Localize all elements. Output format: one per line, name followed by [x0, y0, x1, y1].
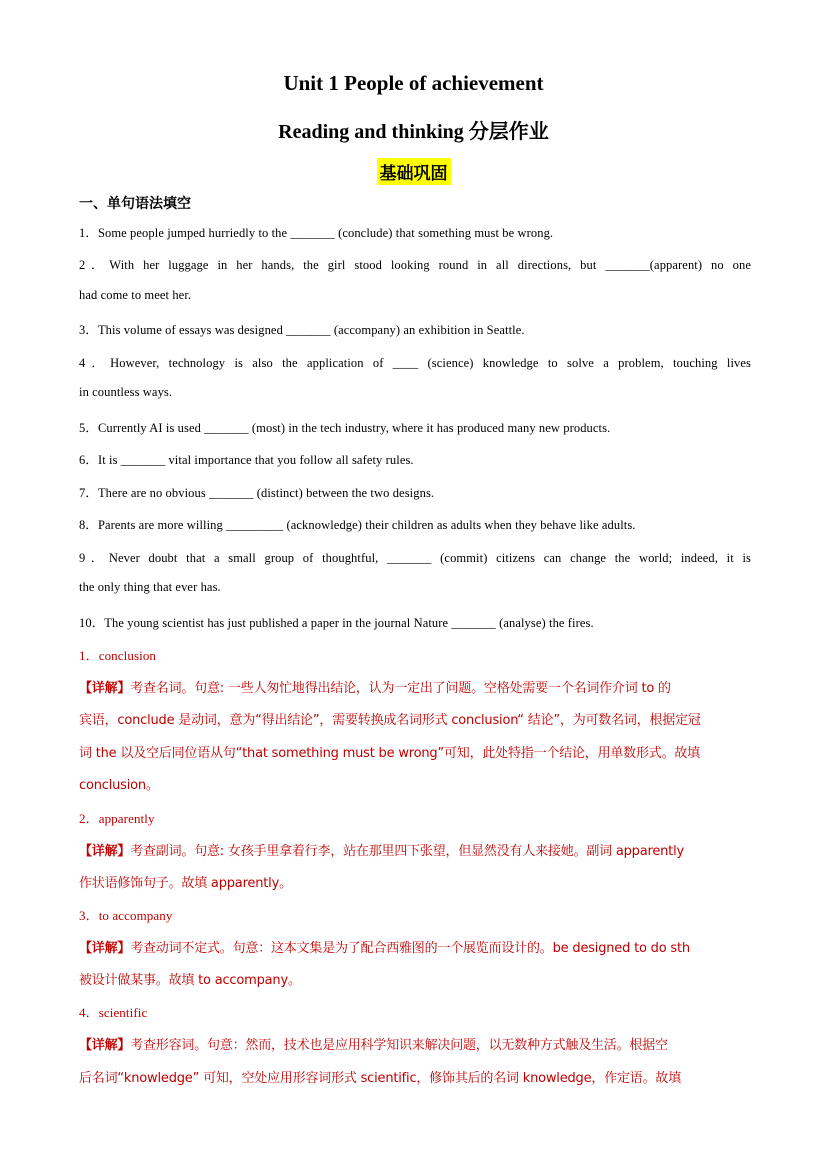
question-line: had come to meet her.: [79, 288, 192, 302]
answer-label: 2．apparently: [79, 811, 155, 826]
explanation-line: 【详解】考查副词。句意: 女孩手里拿着行李，站在那里四下张望，但显然没有人来接她。副词 apparently: [79, 844, 684, 859]
question-line: 7．There are no obvious _______ (distinct) between the two designs.: [79, 486, 435, 500]
question-line: 1．Some people jumped hurriedly to the _______ (conclude) that something must be wrong.: [79, 226, 554, 240]
explanation-line: 宾语，conclude 是动词，意为“得出结论”，需要转换成名词形式 conclusion“ 结论”，为可数名词，根据定冠: [79, 713, 701, 728]
explanation-line: conclusion。: [79, 778, 159, 793]
explanation-line: 【详解】考查名词。句意: 一些人匆忙地得出结论，认为一定出了问题。空格处需要一个名词作介词 to 的: [79, 681, 671, 696]
explanation-line: 作状语修饰句子。故填 apparently。: [79, 876, 292, 891]
level-badge: 基础巩固: [377, 158, 451, 185]
question-line: 2．With her luggage in her hands, the girl stood looking round in all directions, but _______(apparent) no one: [79, 258, 751, 272]
document-title: Unit 1 People of achievement: [283, 71, 544, 95]
question-line: 5．Currently AI is used _______ (most) in the tech industry, where it has produced many new products.: [79, 421, 611, 435]
explanation-line: 被设计做某事。故填 to accompany。: [79, 973, 301, 988]
explanation-line: 词 the 以及空后同位语从句“that something must be wrong”可知，此处特指一个结论，用单数形式。故填: [79, 746, 700, 761]
question-line: 9．Never doubt that a small group of thoughtful, _______ (commit) citizens can change the world; indeed, it is: [79, 551, 751, 565]
detail-tag: 【详解】: [79, 681, 131, 696]
answer-label: 1．conclusion: [79, 648, 157, 663]
question-line: 10．The young scientist has just published a paper in the journal Nature _______ (analyse) the fires.: [79, 616, 594, 630]
document-subtitle: Reading and thinking 分层作业: [278, 121, 549, 143]
question-line: the only thing that ever has.: [79, 580, 221, 594]
question-line: in countless ways.: [79, 385, 173, 399]
detail-tag: 【详解】: [79, 844, 131, 859]
question-line: 6．It is _______ vital importance that you follow all safety rules.: [79, 453, 414, 467]
explanation-line: 【详解】考查动词不定式。句意：这本文集是为了配合西雅图的一个展览而设计的。be designed to do sth: [79, 941, 690, 956]
explanation-line: 【详解】考查形容词。句意：然而，技术也是应用科学知识来解决问题，以无数种方式触及生活。根据空: [79, 1038, 668, 1053]
answer-label: 3．to accompany: [79, 908, 173, 923]
answer-label: 4．scientific: [79, 1005, 148, 1020]
question-line: 3．This volume of essays was designed _______ (accompany) an exhibition in Seattle.: [79, 323, 525, 337]
detail-tag: 【详解】: [79, 1038, 131, 1053]
question-line: 8．Parents are more willing _________ (acknowledge) their children as adults when they behave like adults.: [79, 518, 636, 532]
explanation-line: 后名词“knowledge” 可知，空处应用形容词形式 scientific，修饰其后的名词 knowledge，作定语。故填: [79, 1071, 682, 1086]
question-line: 4．However, technology is also the application of ____ (science) knowledge to solve a problem, touching lives: [79, 356, 751, 370]
detail-tag: 【详解】: [79, 941, 131, 956]
section-heading: 一、单句语法填空: [79, 196, 191, 212]
